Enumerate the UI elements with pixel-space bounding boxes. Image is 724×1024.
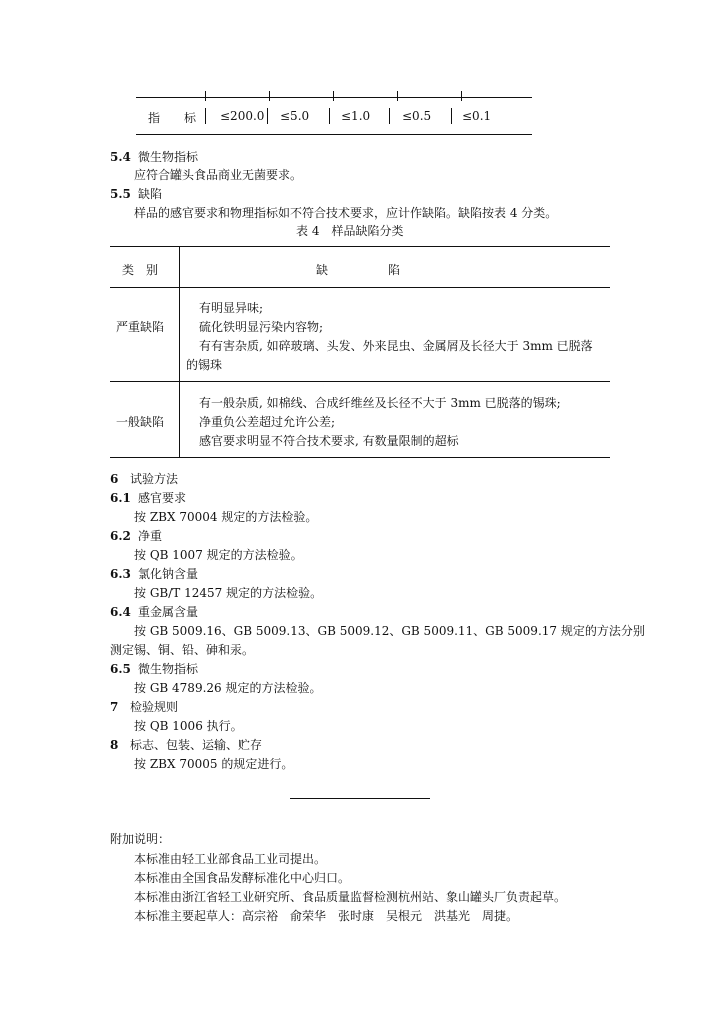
top-table-tick — [461, 91, 462, 101]
section-heading-7: 7 检验规则 — [110, 700, 179, 714]
top-table-divider — [451, 108, 452, 124]
table4-caption: 表 4 样品缺陷分类 — [296, 224, 404, 238]
top-table-tick — [205, 91, 206, 101]
top-table-divider — [205, 108, 206, 124]
appendix-line: 本标准主要起草人：高宗裕 俞荣华 张时康 吴根元 洪基光 周捷。 — [134, 909, 519, 923]
table4-divider — [179, 246, 180, 458]
section-body-6-3: 按 GB/T 12457 规定的方法检验。 — [134, 586, 323, 600]
section-heading-6-4: 6.4 重金属含量 — [110, 605, 199, 619]
top-table-rule-bottom — [136, 134, 532, 135]
section-heading-6: 6 试验方法 — [110, 472, 179, 486]
section-heading-5-5: 5.5 缺陷 — [110, 187, 163, 201]
table4-row-line: 有有害杂质, 如碎玻璃、头发、外来昆虫、金属屑及长径大于 3mm 已脱落 — [199, 339, 593, 353]
table4-rule-header — [110, 287, 610, 288]
appendix-line: 本标准由浙江省轻工业研究所、食品质量监督检测杭州站、象山罐头厂负责起草。 — [134, 890, 567, 904]
top-table-tick — [397, 91, 398, 101]
top-table-divider — [267, 108, 268, 124]
top-table-tick — [269, 91, 270, 101]
top-table-divider — [389, 108, 390, 124]
section-body-5-4: 应符合罐头食品商业无菌要求。 — [134, 168, 303, 182]
table4-row-category: 一般缺陷 — [116, 415, 165, 429]
section-heading-6-1: 6.1 感官要求 — [110, 491, 187, 505]
section-heading-6-2: 6.2 净重 — [110, 529, 163, 543]
top-table-value: ≤5.0 — [280, 109, 310, 123]
table4-row-line: 硫化铁明显污染内容物; — [199, 320, 324, 334]
table4-row-line: 有一般杂质, 如棉线、合成纤维丝及长径不大于 3mm 已脱落的锡珠; — [199, 396, 561, 410]
table4-row-category: 严重缺陷 — [116, 320, 165, 334]
end-rule — [290, 798, 430, 799]
top-table-value: ≤0.5 — [402, 109, 432, 123]
table4-rule-row — [110, 381, 610, 382]
section-body-6-4: 按 GB 5009.16、GB 5009.13、GB 5009.12、GB 5009.11、GB 5009.17 规定的方法分别 — [134, 624, 645, 638]
appendix-line: 本标准由轻工业部食品工业司提出。 — [134, 852, 327, 866]
top-table-row-label: 指 标 — [148, 111, 197, 125]
table4-row-line: 有明显异味; — [199, 301, 264, 315]
appendix-heading: 附加说明： — [110, 832, 171, 846]
top-table-value: ≤200.0 — [220, 109, 265, 123]
top-table-value: ≤0.1 — [462, 109, 492, 123]
table4-header-category: 类 别 — [122, 263, 159, 277]
appendix-line: 本标准由全国食品发酵标准化中心归口。 — [134, 871, 351, 885]
section-heading-6-3: 6.3 氯化钠含量 — [110, 567, 199, 581]
section-body-6-5: 按 GB 4789.26 规定的方法检验。 — [134, 681, 322, 695]
section-body-7: 按 QB 1006 执行。 — [134, 719, 243, 733]
top-table-divider — [329, 108, 330, 124]
table4-row-line: 净重负公差超过允许公差; — [199, 415, 336, 429]
top-table-tick — [333, 91, 334, 101]
section-body-8: 按 ZBX 70005 的规定进行。 — [134, 757, 294, 771]
top-table-rule-top — [136, 97, 532, 98]
section-heading-8: 8 标志、包装、运输、贮存 — [110, 738, 263, 752]
section-body-6-1: 按 ZBX 70004 规定的方法检验。 — [134, 510, 318, 524]
table4-row-line: 感官要求明显不符合技术要求, 有数量限制的超标 — [199, 434, 459, 448]
section-heading-5-4: 5.4 微生物指标 — [110, 150, 199, 164]
section-body-5-5: 样品的感官要求和物理指标如不符合技术要求，应计作缺陷。缺陷按表 4 分类。 — [134, 206, 558, 220]
table4-row-line: 的锡珠 — [186, 358, 223, 372]
section-body-6-4-cont: 测定锡、铜、铅、砷和汞。 — [110, 643, 255, 657]
table4-rule-top — [110, 246, 610, 247]
table4-header-defect: 缺 陷 — [316, 263, 401, 277]
section-body-6-2: 按 QB 1007 规定的方法检验。 — [134, 548, 303, 562]
table4-rule-bottom — [110, 457, 610, 458]
top-table-value: ≤1.0 — [341, 109, 371, 123]
section-heading-6-5: 6.5 微生物指标 — [110, 662, 199, 676]
